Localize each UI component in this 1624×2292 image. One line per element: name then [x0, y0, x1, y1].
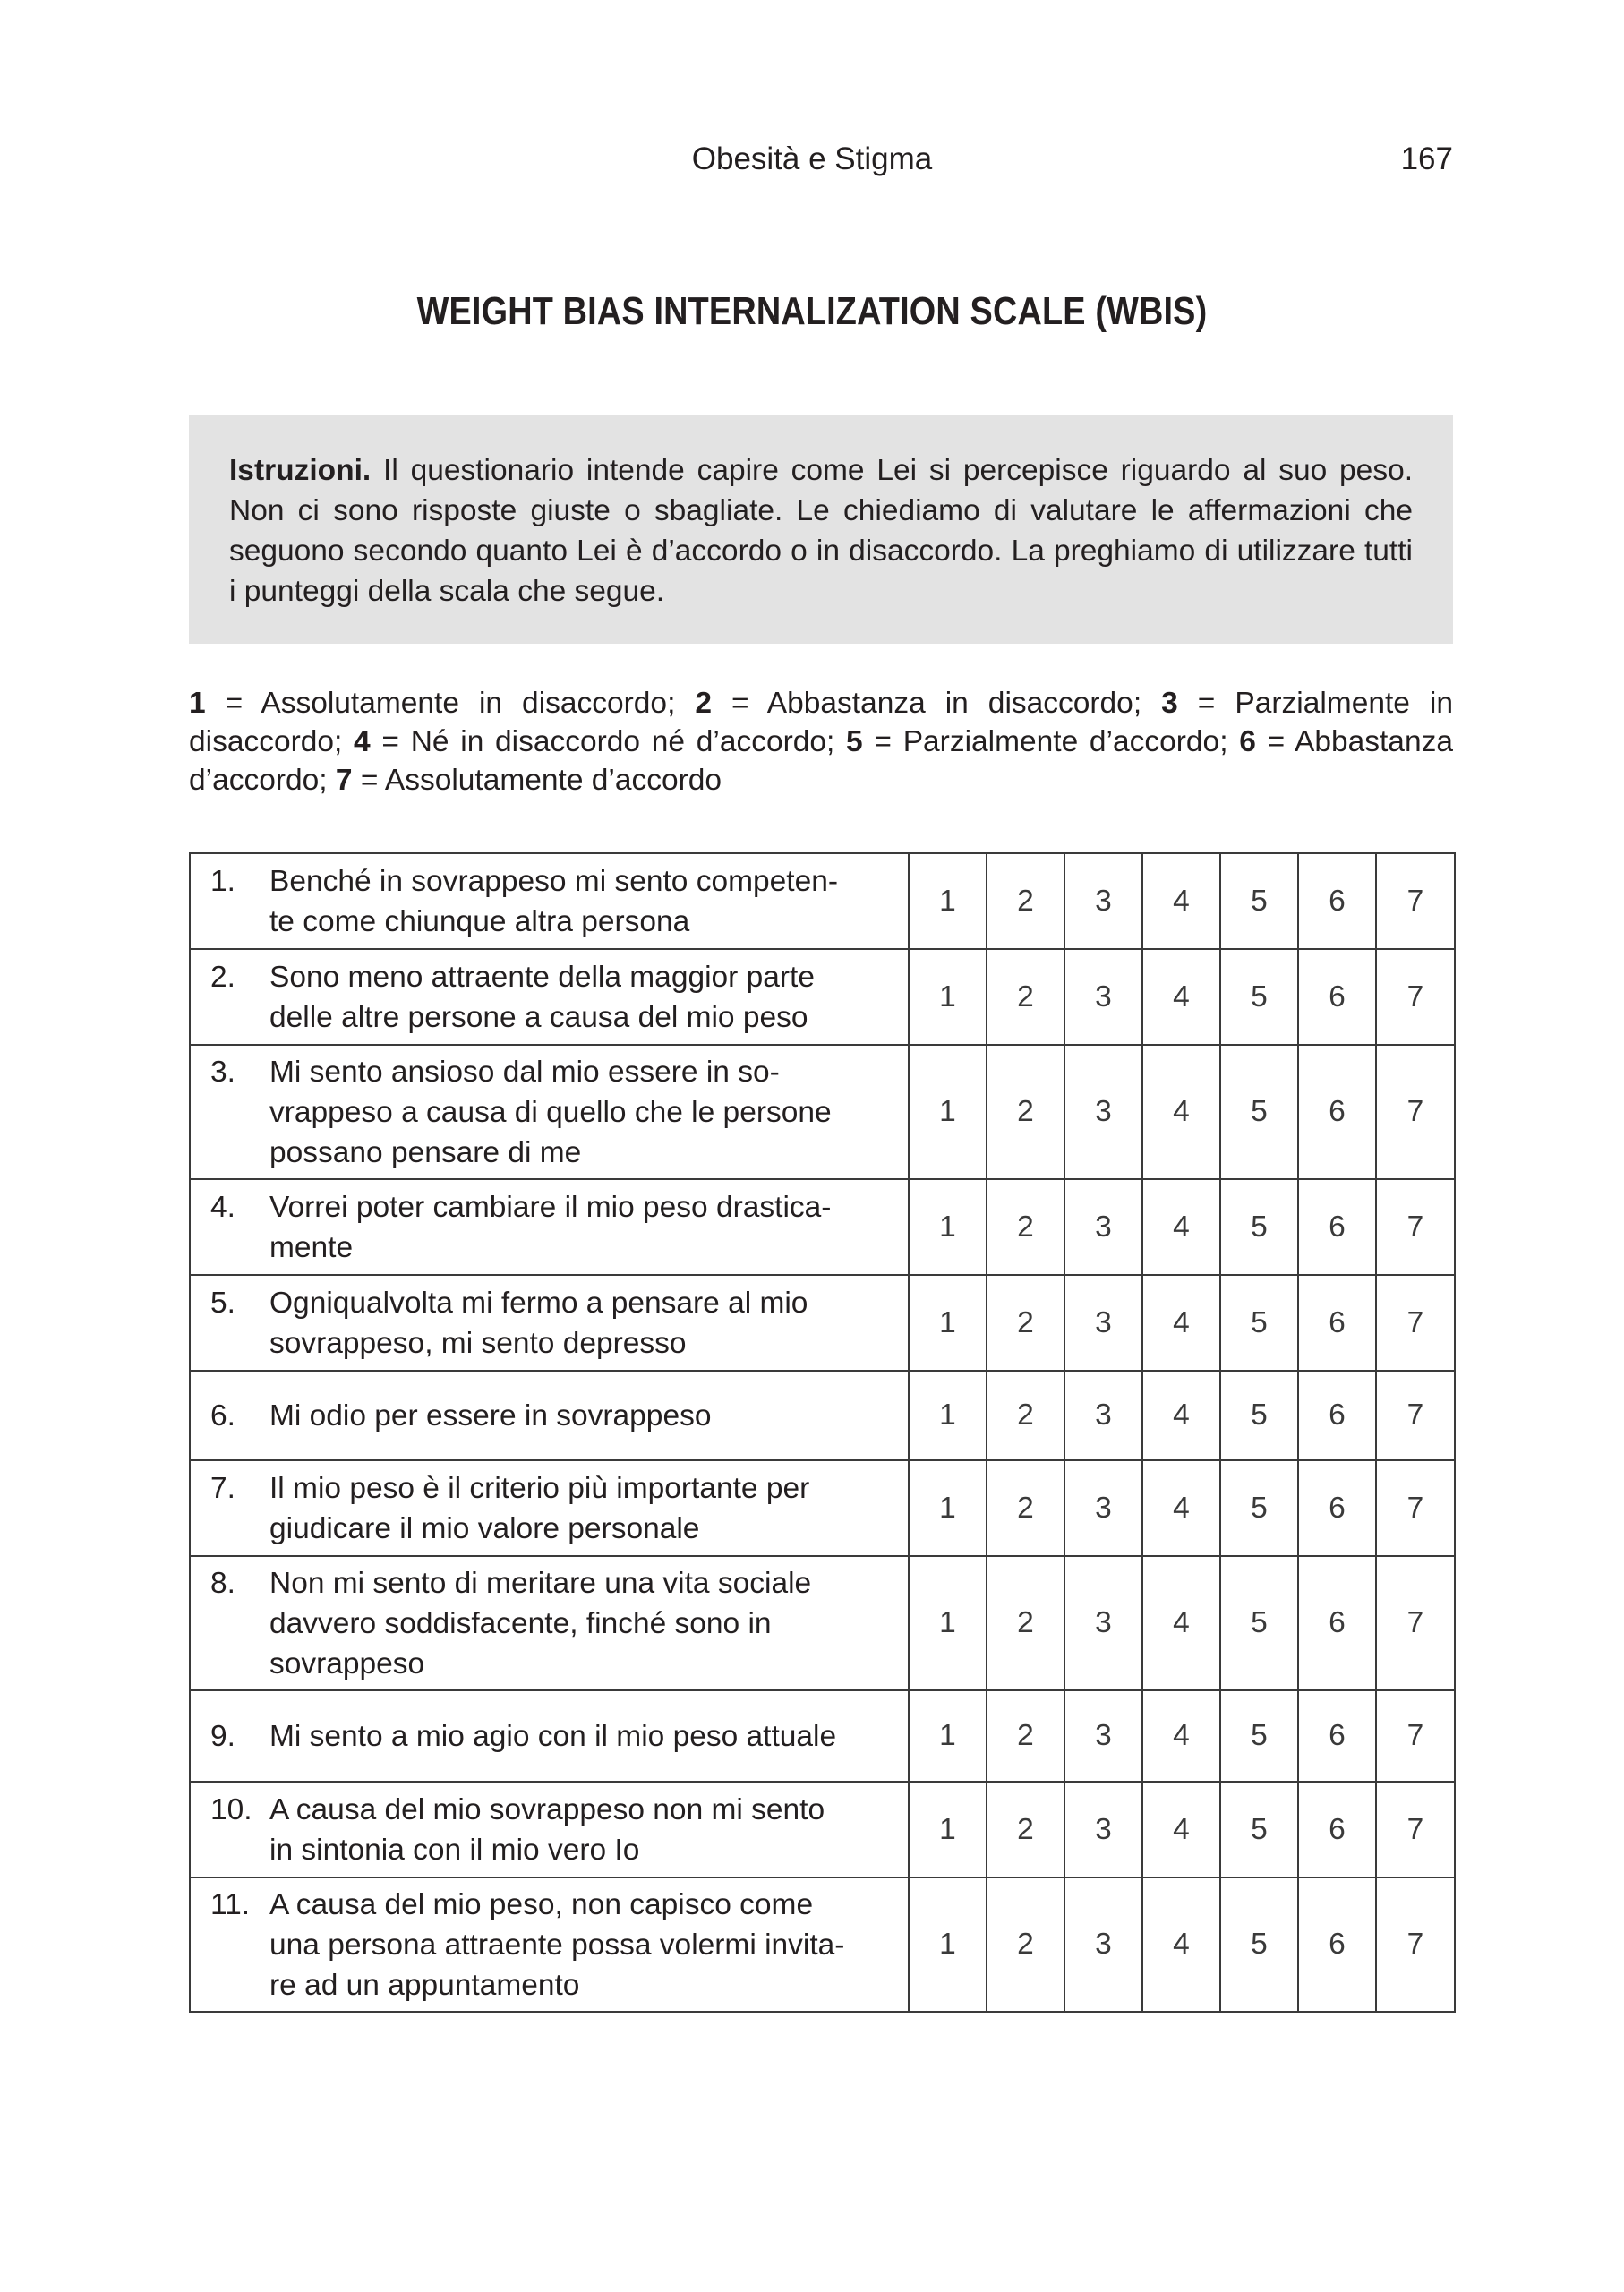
rating-option-5[interactable]: 5 [1220, 1371, 1298, 1460]
legend-text: Né in disaccordo né d’accordo [410, 725, 827, 758]
rating-option-6[interactable]: 6 [1298, 1690, 1376, 1782]
rating-option-1[interactable]: 1 [909, 1371, 987, 1460]
rating-option-3[interactable]: 3 [1064, 949, 1142, 1045]
item-statement-line: Vorrei poter cambiare il mio peso drastica- [269, 1190, 832, 1224]
rating-option-1[interactable]: 1 [909, 1179, 987, 1275]
rating-option-6[interactable]: 6 [1298, 1371, 1376, 1460]
table-row [190, 1045, 1455, 1179]
rating-option-5[interactable]: 5 [1220, 1556, 1298, 1690]
item-statement [269, 1468, 895, 1549]
rating-option-2[interactable]: 2 [987, 1179, 1064, 1275]
rating-option-3[interactable]: 3 [1064, 853, 1142, 949]
rating-option-2[interactable]: 2 [987, 853, 1064, 949]
rating-option-5[interactable]: 5 [1220, 1275, 1298, 1371]
rating-option-1[interactable]: 1 [909, 1556, 987, 1690]
rating-option-2[interactable]: 2 [987, 949, 1064, 1045]
item-number: 11. [210, 1887, 251, 1921]
rating-option-7[interactable]: 7 [1376, 1556, 1455, 1690]
item-cell [190, 1275, 909, 1371]
item-statement [269, 1052, 895, 1173]
rating-option-4[interactable]: 4 [1142, 1690, 1220, 1782]
item-statement [269, 957, 895, 1038]
rating-option-4[interactable]: 4 [1142, 1179, 1220, 1275]
legend-key: 3 [1161, 687, 1178, 720]
running-head [0, 138, 1624, 181]
instructions-label: Istruzioni. [229, 454, 372, 487]
rating-option-7[interactable]: 7 [1376, 1877, 1455, 2012]
rating-option-3[interactable]: 3 [1064, 1690, 1142, 1782]
running-title: Obesità e Stigma [691, 141, 933, 176]
rating-option-2[interactable]: 2 [987, 1556, 1064, 1690]
item-statement-line: Il mio peso è il criterio più importante per [269, 1471, 810, 1505]
item-statement-line: delle altre persone a causa del mio peso [269, 1000, 808, 1034]
rating-option-3[interactable]: 3 [1064, 1045, 1142, 1179]
rating-option-4[interactable]: 4 [1142, 1045, 1220, 1179]
item-cell [190, 853, 909, 949]
rating-option-4[interactable]: 4 [1142, 853, 1220, 949]
item-statement-line: possano pensare di me [269, 1135, 582, 1169]
legend-text: Assolutamente in disaccordo [261, 687, 668, 720]
item-statement [269, 1716, 895, 1757]
item-statement-line: Benché in sovrappeso mi sento competen- [269, 864, 838, 898]
item-statement-line: A causa del mio peso, non capisco come [269, 1887, 814, 1921]
legend-text: Parzialmente in disaccordo [189, 687, 1453, 758]
item-statement-line: vrappeso a causa di quello che le persone [269, 1095, 832, 1129]
item-statement-line: Sono meno attraente della maggior parte [269, 960, 815, 994]
rating-option-3[interactable]: 3 [1064, 1275, 1142, 1371]
page-number: 167 [1400, 141, 1453, 176]
item-cell [190, 1179, 909, 1275]
rating-option-4[interactable]: 4 [1142, 1556, 1220, 1690]
rating-option-6[interactable]: 6 [1298, 1556, 1376, 1690]
legend-key: 4 [354, 725, 371, 758]
rating-option-1[interactable]: 1 [909, 853, 987, 949]
rating-option-5[interactable]: 5 [1220, 1782, 1298, 1877]
rating-option-7[interactable]: 7 [1376, 853, 1455, 949]
rating-option-7[interactable]: 7 [1376, 1045, 1455, 1179]
item-statement-line: sovrappeso [269, 1646, 425, 1681]
rating-option-2[interactable]: 2 [987, 1690, 1064, 1782]
rating-option-1[interactable]: 1 [909, 1460, 987, 1556]
rating-option-4[interactable]: 4 [1142, 1275, 1220, 1371]
table-row [190, 1275, 1455, 1371]
legend-key: 1 [189, 687, 206, 720]
item-statement-line: te come chiunque altra persona [269, 904, 690, 938]
rating-option-2[interactable]: 2 [987, 1877, 1064, 2012]
item-cell [190, 1556, 909, 1690]
rating-option-5[interactable]: 5 [1220, 1690, 1298, 1782]
rating-option-6[interactable]: 6 [1298, 1045, 1376, 1179]
rating-option-7[interactable]: 7 [1376, 949, 1455, 1045]
table-row [190, 1690, 1455, 1782]
item-statement-line: Ogniqualvolta mi fermo a pensare al mio [269, 1286, 808, 1320]
table-row [190, 1371, 1455, 1460]
legend-key: 5 [846, 725, 863, 758]
rating-option-6[interactable]: 6 [1298, 1275, 1376, 1371]
item-number: 3. [210, 1055, 235, 1089]
item-statement-line: A causa del mio sovrappeso non mi sento [269, 1792, 825, 1826]
rating-option-1[interactable]: 1 [909, 949, 987, 1045]
rating-option-7[interactable]: 7 [1376, 1371, 1455, 1460]
rating-option-4[interactable]: 4 [1142, 1877, 1220, 2012]
rating-option-1[interactable]: 1 [909, 1275, 987, 1371]
rating-option-5[interactable]: 5 [1220, 1179, 1298, 1275]
item-number: 1. [210, 864, 235, 898]
legend-text: Parzialmente d’accordo [902, 725, 1220, 758]
rating-option-4[interactable]: 4 [1142, 1460, 1220, 1556]
item-number: 2. [210, 960, 235, 994]
rating-option-2[interactable]: 2 [987, 1460, 1064, 1556]
item-number: 6. [210, 1398, 235, 1432]
rating-option-6[interactable]: 6 [1298, 1877, 1376, 2012]
item-statement-line: Mi sento a mio agio con il mio peso attuale [269, 1719, 837, 1753]
item-number: 10. [210, 1792, 252, 1826]
wbis-items-table [189, 852, 1456, 2013]
rating-legend: 1 = Assolutamente in disaccordo; 2 = Abbastanza in disaccordo; 3 = Parzialmente in disaccordo; 4 = Né in disaccordo né d’accordo; 5 = Parzialmente d’accordo; 6 = Abbastanza d’accordo; 7 = Assolutamente d’accordo [189, 687, 1453, 797]
rating-option-3[interactable]: 3 [1064, 1460, 1142, 1556]
rating-option-7[interactable]: 7 [1376, 1460, 1455, 1556]
rating-option-3[interactable]: 3 [1064, 1877, 1142, 2012]
item-cell [190, 1371, 909, 1460]
legend-text: Abbastanza d’accordo [189, 725, 1453, 797]
table-row [190, 1460, 1455, 1556]
rating-option-3[interactable]: 3 [1064, 1179, 1142, 1275]
item-statement-line: una persona attraente possa volermi invita- [269, 1928, 845, 1962]
item-statement-line: Mi odio per essere in sovrappeso [269, 1398, 712, 1432]
legend-key: 6 [1239, 725, 1256, 758]
item-statement [269, 1885, 895, 2006]
legend-text: Assolutamente d’accordo [384, 764, 722, 797]
rating-option-6[interactable]: 6 [1298, 853, 1376, 949]
item-statement [269, 1187, 895, 1268]
item-number: 4. [210, 1190, 235, 1224]
rating-option-5[interactable]: 5 [1220, 949, 1298, 1045]
table-row [190, 1179, 1455, 1275]
rating-option-4[interactable]: 4 [1142, 1782, 1220, 1877]
item-statement [269, 1396, 895, 1436]
instructions-text: Il questionario intende capire come Lei si percepisce riguardo al suo peso. Non ci sono risposte giuste o sbagliate. Le chiediamo di valutare le affermazioni che seguono secondo quanto Lei è d’accordo o in disaccordo. La preghiamo di utilizzare tutti i punteggi della scala che segue. [229, 454, 1414, 608]
rating-option-5[interactable]: 5 [1220, 1460, 1298, 1556]
rating-option-7[interactable]: 7 [1376, 1179, 1455, 1275]
rating-option-5[interactable]: 5 [1220, 1877, 1298, 2012]
item-statement-line: in sintonia con il mio vero Io [269, 1833, 640, 1867]
table-row [190, 853, 1455, 949]
rating-option-1[interactable]: 1 [909, 1877, 987, 2012]
rating-option-6[interactable]: 6 [1298, 949, 1376, 1045]
item-statement-line: sovrappeso, mi sento depresso [269, 1326, 687, 1360]
item-statement-line: giudicare il mio valore personale [269, 1511, 700, 1545]
table-row [190, 949, 1455, 1045]
rating-option-2[interactable]: 2 [987, 1045, 1064, 1179]
item-cell [190, 1877, 909, 2012]
legend-text: Abbastanza in disaccordo [766, 687, 1133, 720]
item-cell [190, 1782, 909, 1877]
instructions-box [189, 415, 1453, 644]
item-statement-line: mente [269, 1230, 354, 1264]
rating-option-1[interactable]: 1 [909, 1690, 987, 1782]
rating-option-7[interactable]: 7 [1376, 1690, 1455, 1782]
rating-option-7[interactable]: 7 [1376, 1782, 1455, 1877]
rating-option-2[interactable]: 2 [987, 1275, 1064, 1371]
rating-option-4[interactable]: 4 [1142, 1371, 1220, 1460]
item-statement-line: davvero soddisfacente, finché sono in [269, 1606, 772, 1640]
item-statement-line: Mi sento ansioso dal mio essere in so- [269, 1055, 780, 1089]
item-number: 8. [210, 1566, 235, 1600]
item-statement-line: Non mi sento di meritare una vita sociale [269, 1566, 812, 1600]
item-number: 5. [210, 1286, 235, 1320]
rating-option-1[interactable]: 1 [909, 1045, 987, 1179]
page-title: WEIGHT BIAS INTERNALIZATION SCALE (WBIS) [416, 289, 1208, 333]
table-row [190, 1782, 1455, 1877]
legend-key: 2 [695, 687, 713, 720]
table-row [190, 1877, 1455, 2012]
item-statement [269, 1563, 895, 1684]
rating-option-2[interactable]: 2 [987, 1371, 1064, 1460]
rating-option-2[interactable]: 2 [987, 1782, 1064, 1877]
item-cell [190, 1460, 909, 1556]
rating-option-6[interactable]: 6 [1298, 1782, 1376, 1877]
item-statement [269, 861, 895, 942]
item-cell [190, 949, 909, 1045]
rating-option-3[interactable]: 3 [1064, 1371, 1142, 1460]
item-statement [269, 1283, 895, 1364]
legend-key: 7 [335, 764, 353, 797]
item-cell [190, 1690, 909, 1782]
rating-option-1[interactable]: 1 [909, 1782, 987, 1877]
rating-option-7[interactable]: 7 [1376, 1275, 1455, 1371]
item-number: 9. [210, 1719, 235, 1753]
rating-option-6[interactable]: 6 [1298, 1179, 1376, 1275]
item-cell [190, 1045, 909, 1179]
rating-option-6[interactable]: 6 [1298, 1460, 1376, 1556]
rating-option-3[interactable]: 3 [1064, 1556, 1142, 1690]
rating-option-5[interactable]: 5 [1220, 853, 1298, 949]
item-statement-line: re ad un appuntamento [269, 1968, 580, 2002]
rating-option-5[interactable]: 5 [1220, 1045, 1298, 1179]
item-statement [269, 1790, 895, 1870]
rating-option-4[interactable]: 4 [1142, 949, 1220, 1045]
item-number: 7. [210, 1471, 235, 1505]
rating-option-3[interactable]: 3 [1064, 1782, 1142, 1877]
table-row [190, 1556, 1455, 1690]
